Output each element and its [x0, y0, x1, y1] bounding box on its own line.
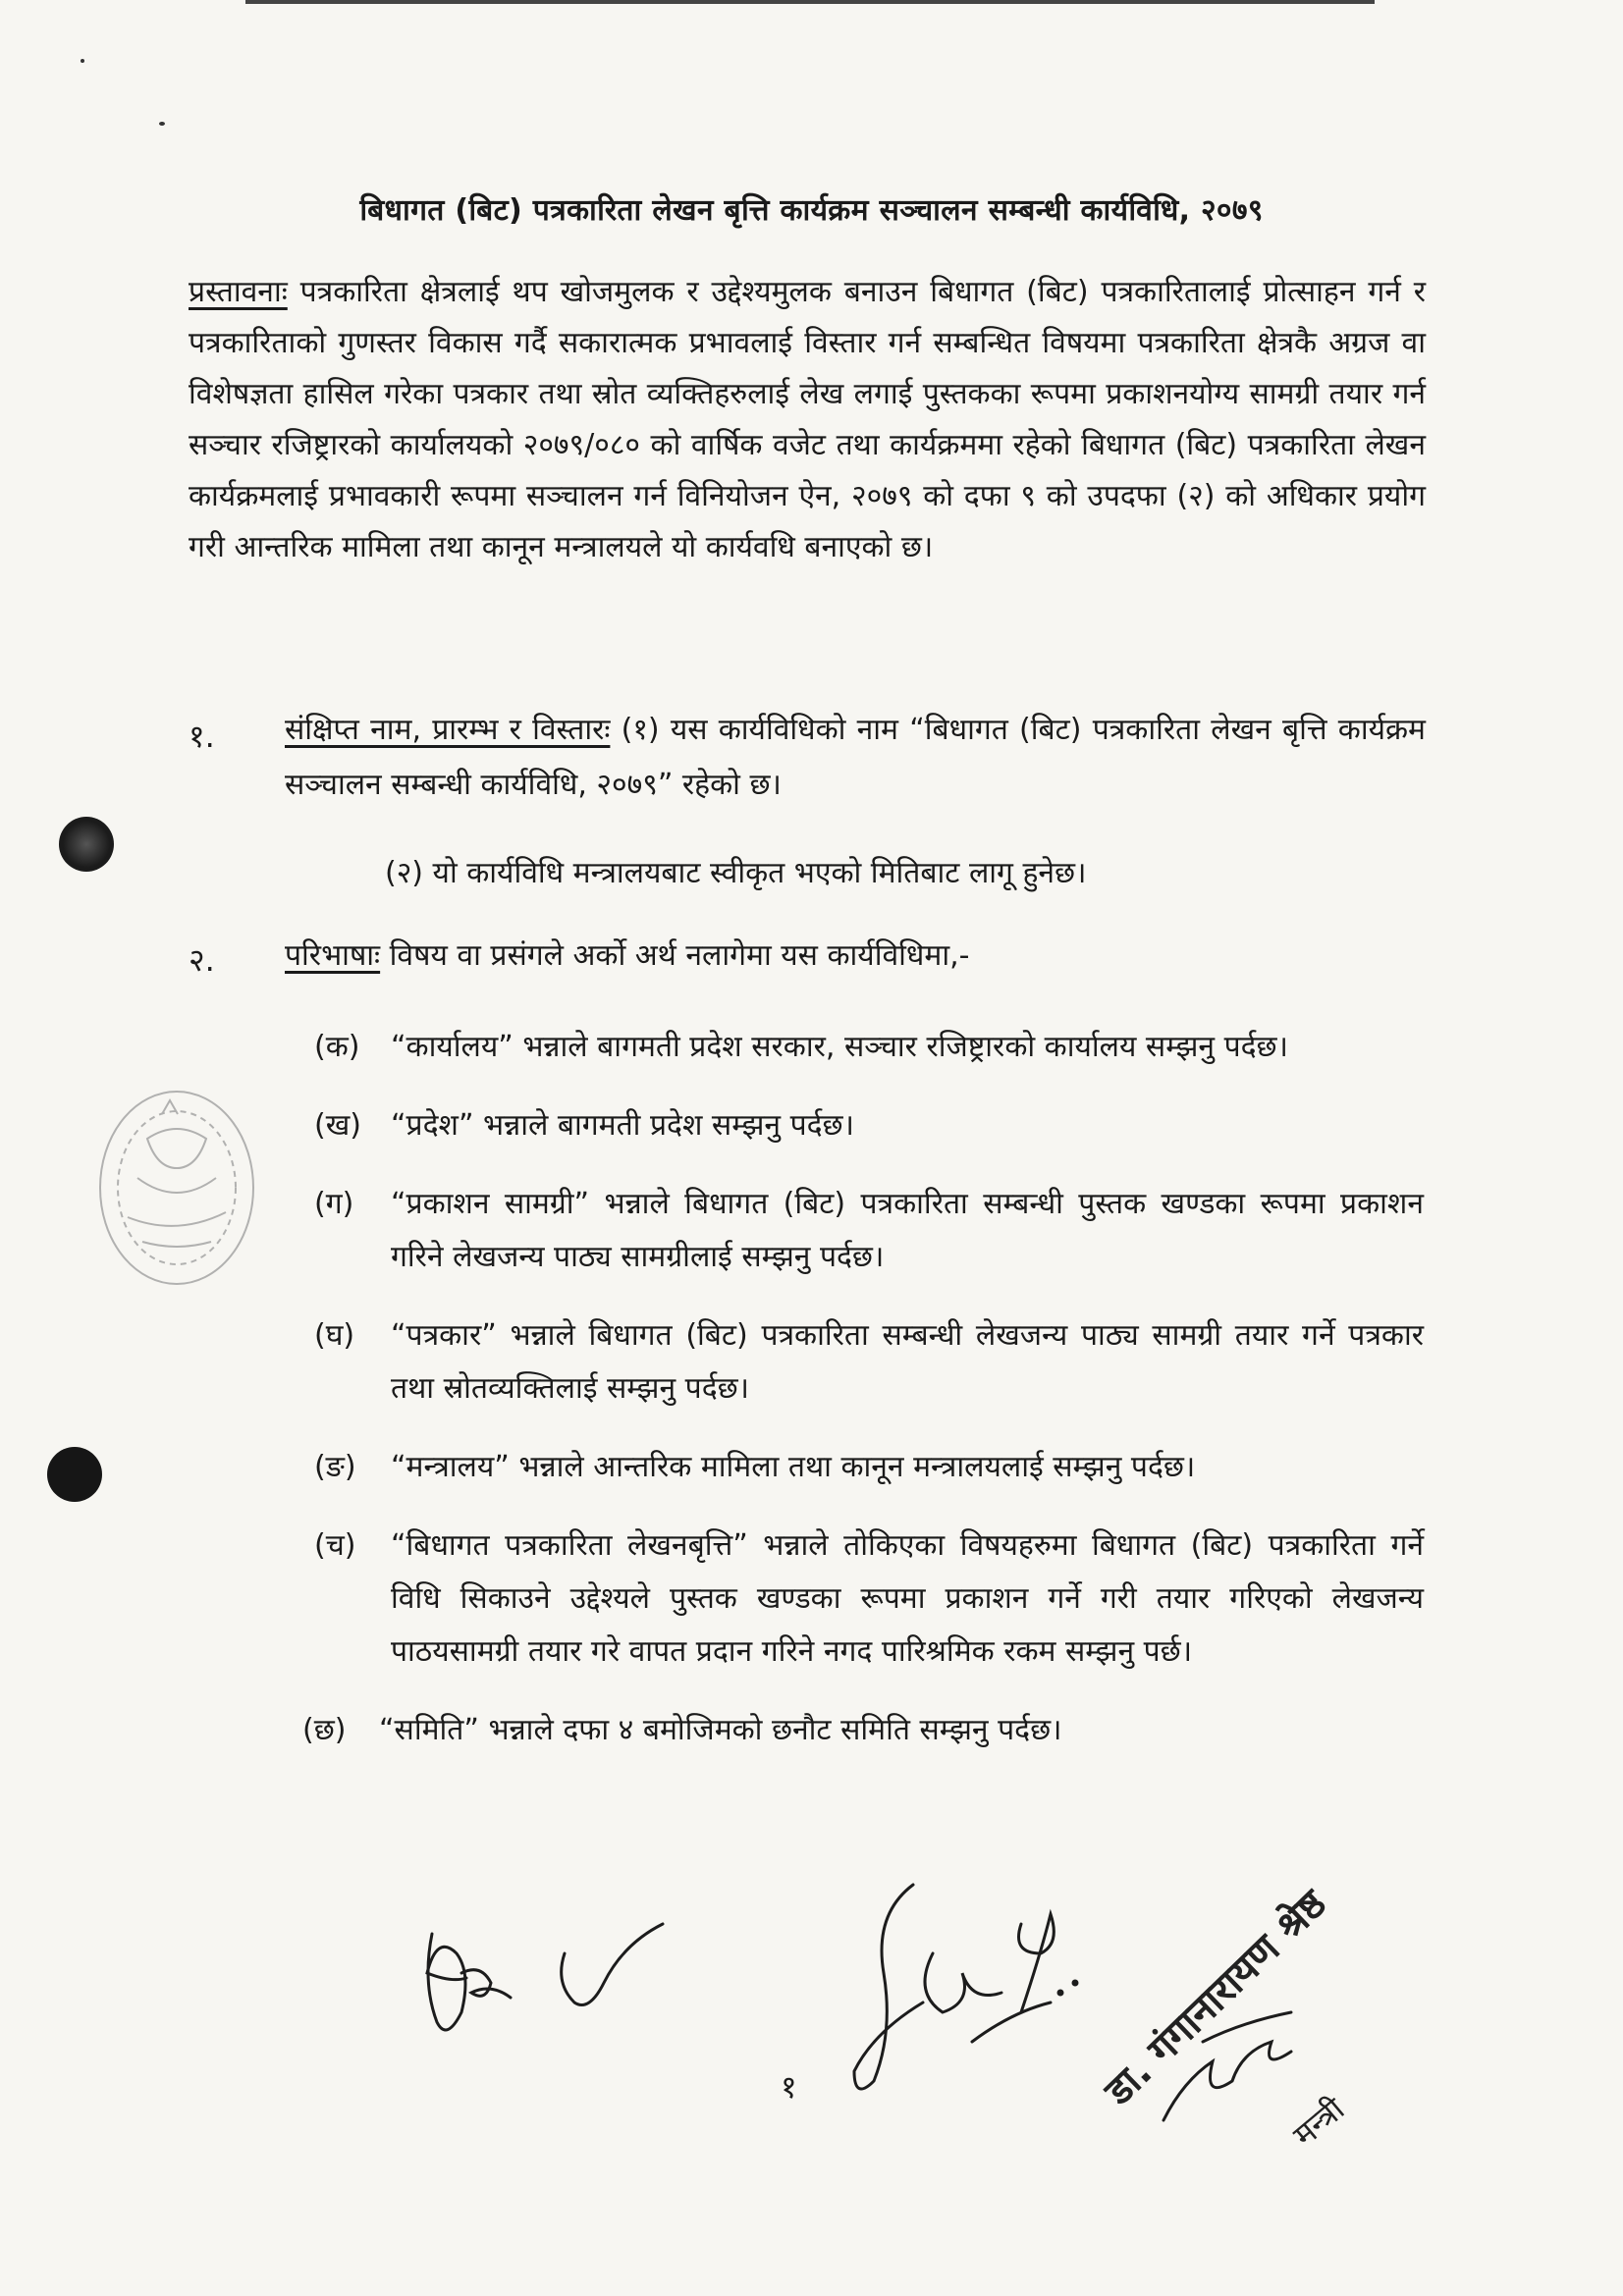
top-edge-line [245, 0, 1375, 4]
preamble-text: ः पत्रकारिता क्षेत्रलाई थप खोजमुलक र उद्देश्यमुलक बनाउन बिधागत (बिट) पत्रकारितालाई प्रोत्साहन गर्न र पत्रकारिताको गुणस्तर विकास गर्दै सकारात्मक प्रभावलाई विस्तार गर्न सम्बन्धित विषयमा पत्रकारिता क्षेत्रकै अग्रज वा विशेषज्ञता हासिल गरेका पत्रकार तथा स्रोत व्यक्तिहरुलाई लेख लगाई पुस्तकका रूपमा प्रकाशनयोग्य सामग्री तयार गर्न सञ्चार रजिष्ट्रारको कार्यालयको २०७९/०८० को वार्षिक वजेट तथा कार्यक्रममा रहेको बिधागत (बिट) पत्रकारिता लेखन कार्यक्रमलाई प्रभावकारी रूपमा सञ्चालन गर्न विनियोजन ऐन, २०७९ को दफा ९ को उपदफा (२) को अधिकार प्रयोग गरी आन्तरिक मामिला तथा कानून मन्त्रालयले यो कार्यवधि बनाएको छ। [189, 275, 1426, 564]
definition-item [314, 1441, 1424, 1494]
preamble-heading: प्रस्तावना [189, 275, 288, 309]
scan-speck [159, 122, 165, 126]
definition-item [314, 1520, 1424, 1679]
definition-label: (ख) [314, 1108, 361, 1143]
definition-text: “कार्यालय” भन्नाले बागमती प्रदेश सरकार, सञ्चार रजिष्ट्रारको कार्यालय सम्झनु पर्दछ। [391, 1030, 1288, 1064]
punch-hole [59, 817, 114, 872]
definition-item [314, 1178, 1424, 1284]
section-2-text: विषय वा प्रसंगले अर्को अर्थ नलागेमा यस कार्यविधिमा,- [380, 938, 970, 973]
definition-label: (च) [314, 1528, 356, 1563]
definition-text: “समिति” भन्नाले दफा ४ बमोजिमको छनौट समिति सम्झनु पर्दछ। [379, 1713, 1062, 1747]
definition-item [314, 1021, 1424, 1074]
section-2-body [285, 929, 1426, 984]
handwritten-signature [393, 1895, 736, 2061]
section-2-heading: परिभाषाः [285, 938, 381, 973]
definition-item [314, 1099, 1424, 1152]
definition-label: (क) [314, 1030, 360, 1064]
definition-label: (घ) [314, 1318, 355, 1353]
preamble-paragraph [189, 267, 1426, 573]
section-1-body [285, 703, 1426, 813]
definition-label: (ग) [314, 1187, 354, 1221]
signatory-title: मन्त्री [1285, 2090, 1352, 2155]
section-1-text: (१) यस कार्यविधिको नाम “बिधागत (बिट) पत्रकारिता लेखन बृत्ति कार्यक्रम सञ्चालन सम्बन्धी कार्यविधि, २०७९” रहेको छ। [285, 713, 1426, 802]
official-seal-stamp [69, 1070, 265, 1296]
handwritten-signature [825, 1865, 1139, 2120]
definition-text: “प्रदेश” भन्नाले बागमती प्रदेश सम्झनु पर्दछ। [391, 1108, 854, 1143]
scan-speck [81, 59, 84, 63]
punch-hole [47, 1447, 102, 1502]
definition-text: “मन्त्रालय” भन्नाले आन्तरिक मामिला तथा कानून मन्त्रालयलाई सम्झनु पर्दछ। [391, 1450, 1196, 1484]
definition-item [302, 1704, 1424, 1757]
section-2-number: २. [189, 941, 215, 979]
document-title: बिधागत (बिट) पत्रकारिता लेखन बृत्ति कार्यक्रम सञ्चालन सम्बन्धी कार्यविधि, २०७९ [359, 193, 1264, 228]
definition-label: (छ) [302, 1713, 347, 1747]
signatory-name: डा. गंगानारायण श्रेष्ठ [1096, 1881, 1335, 2114]
definition-text: “प्रकाशन सामग्री” भन्नाले बिधागत (बिट) पत्रकारिता सम्बन्धी पुस्तक खण्डका रूपमा प्रकाशन गरिने लेखजन्य पाठ्य सामग्रीलाई सम्झनु पर्दछ। [391, 1187, 1424, 1274]
definition-text: “बिधागत पत्रकारिता लेखनबृत्ति” भन्नाले तोकिएका विषयहरुमा बिधागत (बिट) पत्रकारिता गर्ने विधि सिकाउने उद्देश्यले पुस्तक खण्डका रूपमा प्रकाशन गर्ने गरी तयार गरिएको लेखजन्य पाठयसामग्री तयार गरे वापत प्रदान गरिने नगद पारिश्रमिक रकम सम्झनु पर्छ। [391, 1528, 1424, 1669]
section-1-heading: संक्षिप्त नाम, प्रारम्भ र विस्तारः [285, 713, 611, 747]
definition-label: (ङ) [314, 1450, 356, 1484]
section-1-number: १. [189, 718, 215, 755]
definition-item [314, 1309, 1424, 1415]
section-1-subclause-2: (२) यो कार्यविधि मन्त्रालयबाट स्वीकृत भएको मितिबाट लागू हुनेछ। [385, 856, 1087, 890]
definitions-list [302, 1021, 1424, 1783]
page-number: १ [781, 2068, 797, 2106]
definition-text: “पत्रकार” भन्नाले बिधागत (बिट) पत्रकारिता सम्बन्धी लेखजन्य पाठ्य सामग्री तयार गर्ने पत्रकार तथा स्रोतव्यक्तिलाई सम्झनु पर्दछ। [391, 1318, 1424, 1406]
